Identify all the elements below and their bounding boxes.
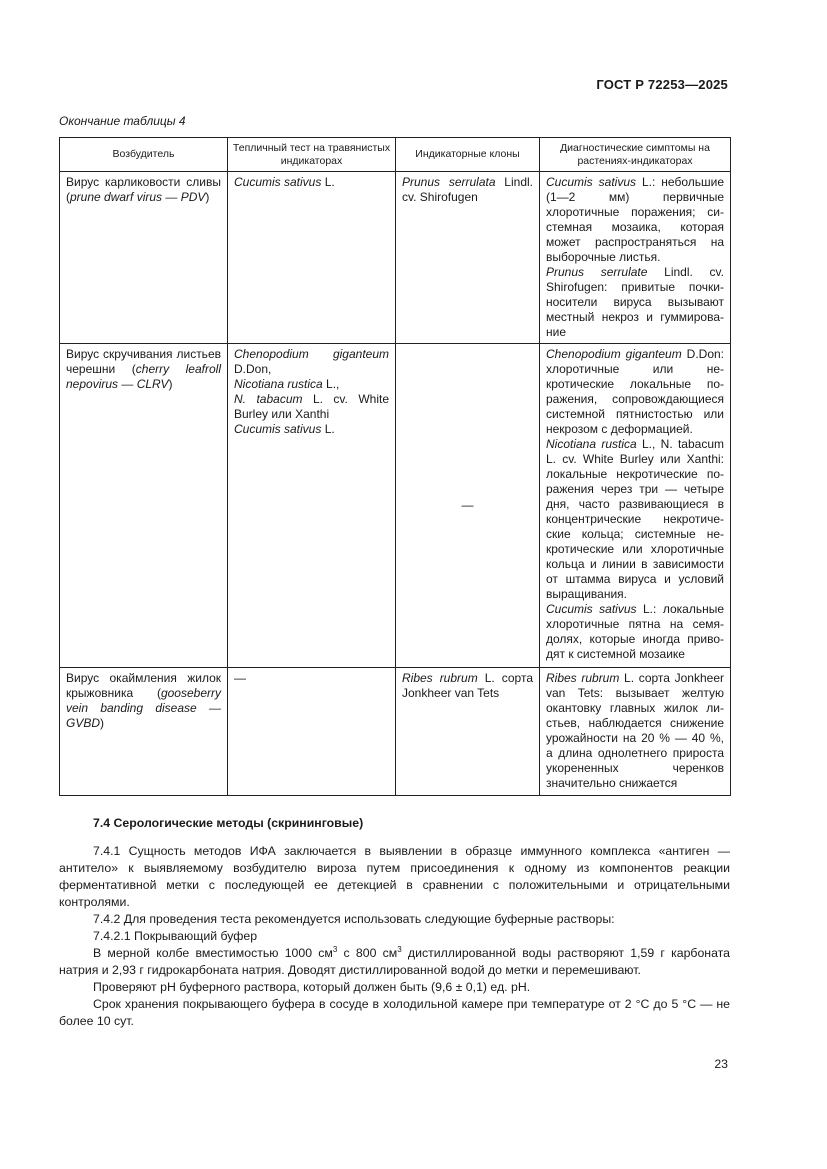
table-row [60,172,731,344]
symptoms-cell: Cucumis sativus L.: небольшие (1—2 мм) первичные хлоротичные поражения; системная мозаика, которая может распространяться на выборочные листья. Prunus serrulate Lindl. cv. Shirofugen: привитые почкиносители вируса вызывают местный некроз и гуммирование [540,172,731,344]
column-header: Возбудитель [60,138,228,172]
pathogen-cell: Вирус окаймления жилок крыжовника (gooseberry vein banding disease — GVBD) [60,668,228,796]
table-caption: Окончание таблицы 4 [59,114,186,128]
symptoms-cell: Ribes rubrum L. сорта Jonkheer van Tets: вызывает желтую окантовку главных жилок листьев, наблюдается снижение урожайности на 20 % — 40 %, а длина однолетнего прироста укорененных черенков значительно снижается [540,668,731,796]
paragraph: Срок хранения покрывающего буфера в сосуде в холодильной камере при температуре от 2 °С до 5 °С — не более 10 сут. [59,997,730,1028]
pathogen-cell: Вирус скручивания листьев черешни (cherry leafroll nepovirus — CLRV) [60,344,228,668]
table-header-row [60,138,731,172]
greenhouse-test-cell: — [228,668,396,796]
section-body [59,815,730,1030]
paragraph: 7.4.2 Для проведения теста рекомендуется использовать следующие буферные растворы: [93,912,615,926]
paragraph: 7.4.2.1 Покрывающий буфер [93,929,258,943]
table-row [60,668,731,796]
greenhouse-test-cell: Cucumis sativus L. [228,172,396,344]
indicator-clone-cell: Ribes rubrum L. сорта Jonkheer van Tets [396,668,540,796]
table-row [60,344,731,668]
document-id: ГОСТ Р 72253—2025 [596,77,728,92]
virus-table [59,137,731,796]
column-header: Индикаторные клоны [396,138,540,172]
symptoms-cell: Chenopodium giganteum D.Don: хлоротичные или некротические локальные поражения, сопровождающиеся системной пятнистостью или некрозом с деформацией. Nicotiana rustica L., N. tabacum L. cv. White Burley или Xanthi: локальные некротические поражения через три — четыре дня, часто развивающиеся в концентрические некротические кольца; системные некротические или хлоротичные кольца и линии в зависимости от штамма вируса и условий выращивания. Cucumis sativus L.: локальные хлоротичные пятна на семядолях, которые иногда приводят к системной мозаике [540,344,731,668]
paragraph: 7.4.1 Сущность методов ИФА заключается в выявлении в образце иммунного комплекса «антиген — антитело» к выявляемому возбудителю вироза путем присоединения к одному из компонентов реакции ферментативной метки с последующей ее детекцией в сравнении с положительными и отрицательными контролями. [59,844,730,909]
column-header: Диагностические симптомы на растениях-индикаторах [540,138,731,172]
pathogen-cell: Вирус карликовости сливы (prune dwarf virus — PDV) [60,172,228,344]
section-heading: 7.4 Серологические методы (скрининговые) [93,816,364,830]
indicator-clone-cell: — [396,344,540,668]
indicator-clone-cell: Prunus serrulata Lindl. cv. Shirofugen [396,172,540,344]
page-number: 23 [714,1057,728,1071]
column-header: Тепличный тест на травянистых индикаторах [228,138,396,172]
greenhouse-test-cell: Chenopodium giganteum D.Don, Nicotiana rustica L., N. tabacum L. cv. White Burley или Xanthi Cucumis sativus L. [228,344,396,668]
paragraph: Проверяют pH буферного раствора, который должен быть (9,6 ± 0,1) ед. pH. [93,980,531,994]
paragraph: В мерной колбе вместимостью 1000 $см^3$ с 800 $см^3$ дистиллированной воды растворяют 1,59 г карбоната натрия и 2,93 г гидрокарбоната натрия. Доводят дистиллированной водой до метки и перемешивают. [59,944,731,977]
